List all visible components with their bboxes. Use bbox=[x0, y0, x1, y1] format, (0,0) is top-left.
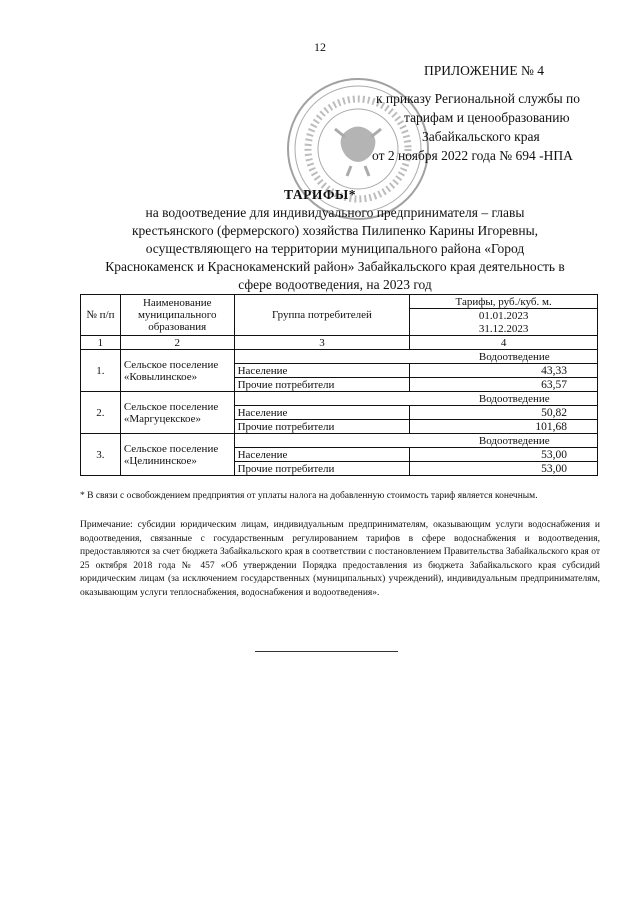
consumer-group: Население bbox=[234, 364, 410, 378]
order-reference-line3: Забайкальского края bbox=[422, 129, 540, 144]
col-number: 1 bbox=[81, 336, 121, 350]
header-group: Группа потребителей bbox=[234, 295, 410, 336]
service-name: Водоотведение bbox=[234, 392, 597, 406]
order-reference-line2: тарифам и ценообразованию bbox=[404, 110, 570, 125]
order-reference-line1: к приказу Региональной службы по bbox=[376, 91, 581, 106]
subtitle-line5: сфере водоотведения, на 2023 год bbox=[238, 277, 432, 292]
col-number: 3 bbox=[234, 336, 410, 350]
tariff-value: 63,57 bbox=[410, 378, 598, 392]
subtitle-line2: крестьянского (фермерского) хозяйства Пилипенко Карины Игоревны, bbox=[131, 223, 539, 238]
page-number: 12 bbox=[314, 40, 326, 54]
header-period-to: 31.12.2023 bbox=[410, 322, 598, 336]
header-num: № п/п bbox=[81, 295, 121, 336]
order-reference bbox=[362, 89, 580, 165]
row-num: 2. bbox=[81, 392, 121, 434]
tariff-value: 53,00 bbox=[410, 462, 598, 476]
service-name: Водоотведение bbox=[234, 434, 597, 448]
table-row bbox=[81, 392, 598, 406]
note-paragraph: Примечание: субсидии юридическим лицам, индивидуальным предпринимателям, оказывающим услуги водоснабжения и водоотведения, связанные с государственным регулированием тарифов в сфере водоснабжения и водоотведения, предоставляются за счет бюджета Забайкальского края в соответствии с постановлением Правительства Забайкальского края от 25 октября 2018 года № 457 «Об утверждении Порядка предоставления из бюджета Забайкальского края субсидий юридическим лицам (за исключением государственных (муниципальных) учреждений), индивидуальным предпринимателям, оказывающим услуги теплоснабжения, водоснабжения и водоотведения». bbox=[80, 520, 600, 598]
consumer-group: Прочие потребители bbox=[234, 462, 410, 476]
table-row bbox=[81, 434, 598, 448]
row-num: 3. bbox=[81, 434, 121, 476]
appendix-title: ПРИЛОЖЕНИЕ № 4 bbox=[424, 63, 545, 78]
subtitle-line1: на водоотведение для индивидуального предпринимателя – главы bbox=[145, 205, 525, 220]
row-num: 1. bbox=[81, 350, 121, 392]
order-reference-line4: от 2 ноября 2022 года № 694 -НПА bbox=[372, 148, 573, 163]
consumer-group: Прочие потребители bbox=[234, 378, 410, 392]
consumer-group: Население bbox=[234, 406, 410, 420]
subtitle-line4: Краснокаменск и Краснокаменский район» Забайкальского края деятельность в bbox=[105, 259, 565, 274]
tariff-value: 101,68 bbox=[410, 420, 598, 434]
col-number: 2 bbox=[120, 336, 234, 350]
tariff-value: 50,82 bbox=[410, 406, 598, 420]
municipality-name: Сельское поселение «Маргуцекское» bbox=[120, 392, 234, 434]
document-title: ТАРИФЫ* bbox=[284, 187, 356, 202]
footnote: * В связи с освобождением предприятия от уплаты налога на добавленную стоимость тариф является конечным. bbox=[80, 491, 538, 501]
consumer-group: Население bbox=[234, 448, 410, 462]
col-number: 4 bbox=[410, 336, 598, 350]
tariff-value: 43,33 bbox=[410, 364, 598, 378]
header-municipality: Наименование муниципального образования bbox=[120, 295, 234, 336]
header-period-from: 01.01.2023 bbox=[410, 309, 598, 323]
consumer-group: Прочие потребители bbox=[234, 420, 410, 434]
subtitle-line3: осуществляющего на территории муниципального района «Город bbox=[145, 241, 525, 256]
table-row bbox=[81, 350, 598, 364]
tariff-table bbox=[80, 294, 598, 476]
divider bbox=[255, 651, 398, 652]
header-tariff: Тарифы, руб./куб. м. bbox=[410, 295, 598, 309]
tariff-value: 53,00 bbox=[410, 448, 598, 462]
document-subtitle bbox=[70, 204, 600, 294]
municipality-name: Сельское поселение «Ковылинское» bbox=[120, 350, 234, 392]
service-name: Водоотведение bbox=[234, 350, 597, 364]
municipality-name: Сельское поселение «Целининское» bbox=[120, 434, 234, 476]
